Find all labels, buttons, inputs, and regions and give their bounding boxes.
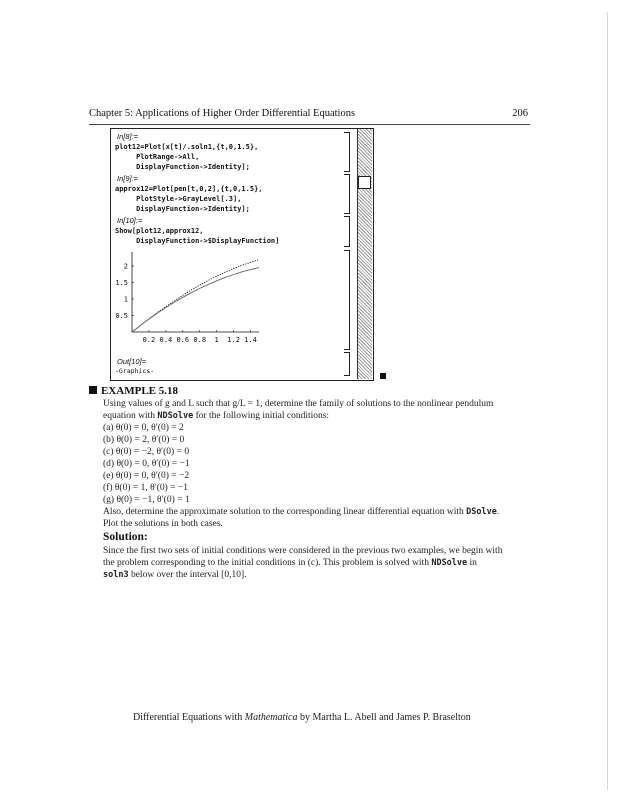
example-heading bbox=[89, 385, 178, 397]
x-tick-label: 0.4 bbox=[159, 336, 173, 344]
dsolve-command: DSolve bbox=[466, 507, 497, 517]
solution-text-c: below over the interval [0,10]. bbox=[128, 570, 247, 580]
end-of-example-mark bbox=[380, 373, 386, 379]
page-number: 206 bbox=[512, 108, 528, 119]
running-head bbox=[89, 108, 530, 125]
series-linear-line bbox=[132, 268, 259, 332]
intro-text-a: equation with bbox=[103, 411, 158, 421]
x-tick-label: 0.2 bbox=[142, 336, 156, 344]
example-intro-line-2 bbox=[103, 411, 329, 423]
condition-e: (e) θ(0) = 0, θ′(0) = −2 bbox=[103, 471, 190, 481]
solution-line-1: Since the first two sets of initial conditions were considered in the previous two examples, we begin with bbox=[103, 546, 503, 556]
scrollbar-thumb[interactable] bbox=[358, 176, 371, 189]
notebook-scrollbar[interactable] bbox=[357, 129, 372, 379]
y-tick-label: 1.5 bbox=[115, 278, 128, 287]
cell-bracket-10-input[interactable] bbox=[344, 216, 350, 247]
input-label-9: In[9]:= bbox=[117, 174, 139, 183]
cell-bracket-output[interactable] bbox=[344, 352, 350, 376]
x-tick-label: 0.6 bbox=[176, 336, 190, 344]
soln3-identifier: soln3 bbox=[103, 570, 129, 580]
code-cell-8[interactable]: plot12=Plot[x[t]/.soln1,{t,0,1.5}, PlotRange->All, DisplayFunction->Identity]; bbox=[115, 143, 259, 171]
x-tick-label: 1 bbox=[214, 336, 219, 344]
input-label-10: In[10]:= bbox=[117, 216, 143, 225]
also-text-b: . bbox=[496, 507, 500, 517]
footer-suffix: by Martha L. Abell and James P. Braselton bbox=[297, 712, 471, 723]
solution-text-b: in bbox=[467, 558, 477, 568]
page-footer bbox=[133, 712, 471, 723]
intro-text-b: for the following initial conditions: bbox=[193, 411, 330, 421]
condition-f: (f) θ(0) = 1, θ′(0) = −1 bbox=[103, 483, 189, 493]
output-value: -Graphics- bbox=[115, 367, 155, 375]
input-label-8: In[8]:= bbox=[117, 132, 139, 141]
output-label: Out[10]= bbox=[117, 357, 146, 366]
code-cell-9[interactable]: approx12=Plot[pen[t,0,2],{t,0,1.5}, PlotStyle->GrayLevel[.3], DisplayFunction->Identity]; bbox=[115, 185, 263, 213]
footer-italic: Mathematica bbox=[244, 712, 298, 723]
x-tick-label: 0.8 bbox=[193, 336, 207, 344]
condition-g: (g) θ(0) = −1, θ′(0) = 1 bbox=[103, 495, 190, 505]
y-tick-label: 1 bbox=[123, 295, 128, 304]
ndsolve-command: NDSolve bbox=[157, 411, 194, 421]
x-tick-label: 1.2 bbox=[227, 336, 240, 344]
solution-heading: Solution: bbox=[103, 531, 148, 543]
example-also-line-1 bbox=[103, 507, 499, 519]
condition-a: (a) θ(0) = 0, θ′(0) = 2 bbox=[103, 423, 184, 433]
also-text-a: Also, determine the approximate solution to the corresponding linear differential equation with bbox=[103, 507, 467, 517]
example-heading-text: EXAMPLE 5.18 bbox=[101, 385, 178, 397]
cell-bracket-graphics[interactable] bbox=[344, 250, 350, 350]
footer-prefix: Differential Equations with bbox=[133, 712, 245, 723]
condition-b: (b) θ(0) = 2, θ′(0) = 0 bbox=[103, 435, 185, 445]
solution-line-2 bbox=[103, 558, 477, 570]
example-bullet bbox=[89, 386, 97, 394]
condition-d: (d) θ(0) = 0, θ′(0) = −1 bbox=[103, 459, 190, 469]
code-cell-10[interactable]: Show[plot12,approx12, DisplayFunction->$DisplayFunction] bbox=[115, 227, 280, 245]
page-edge-line bbox=[607, 12, 608, 790]
series-nonlinear-line bbox=[132, 260, 259, 332]
condition-c: (c) θ(0) = −2, θ′(0) = 0 bbox=[103, 447, 190, 457]
chapter-title: Chapter 5: Applications of Higher Order Differential Equations bbox=[89, 108, 356, 119]
cell-bracket-8[interactable] bbox=[344, 132, 350, 172]
example-also-line-2: Plot the solutions in both cases. bbox=[103, 519, 223, 529]
solution-ndsolve-command: NDSolve bbox=[431, 558, 468, 568]
plot-graphic bbox=[114, 250, 264, 346]
x-tick-label: 1.4 bbox=[244, 336, 257, 344]
solution-text-a: the problem corresponding to the initial conditions in (c). This problem is solved with bbox=[103, 558, 432, 568]
example-intro-line-1: Using values of g and L such that g/L = 1, determine the family of solutions to the nonlinear pendulum bbox=[103, 399, 494, 409]
y-tick-label: 0.5 bbox=[115, 311, 128, 320]
y-tick-label: 2 bbox=[123, 262, 128, 271]
cell-bracket-9[interactable] bbox=[344, 174, 350, 214]
solution-line-3 bbox=[103, 570, 247, 582]
